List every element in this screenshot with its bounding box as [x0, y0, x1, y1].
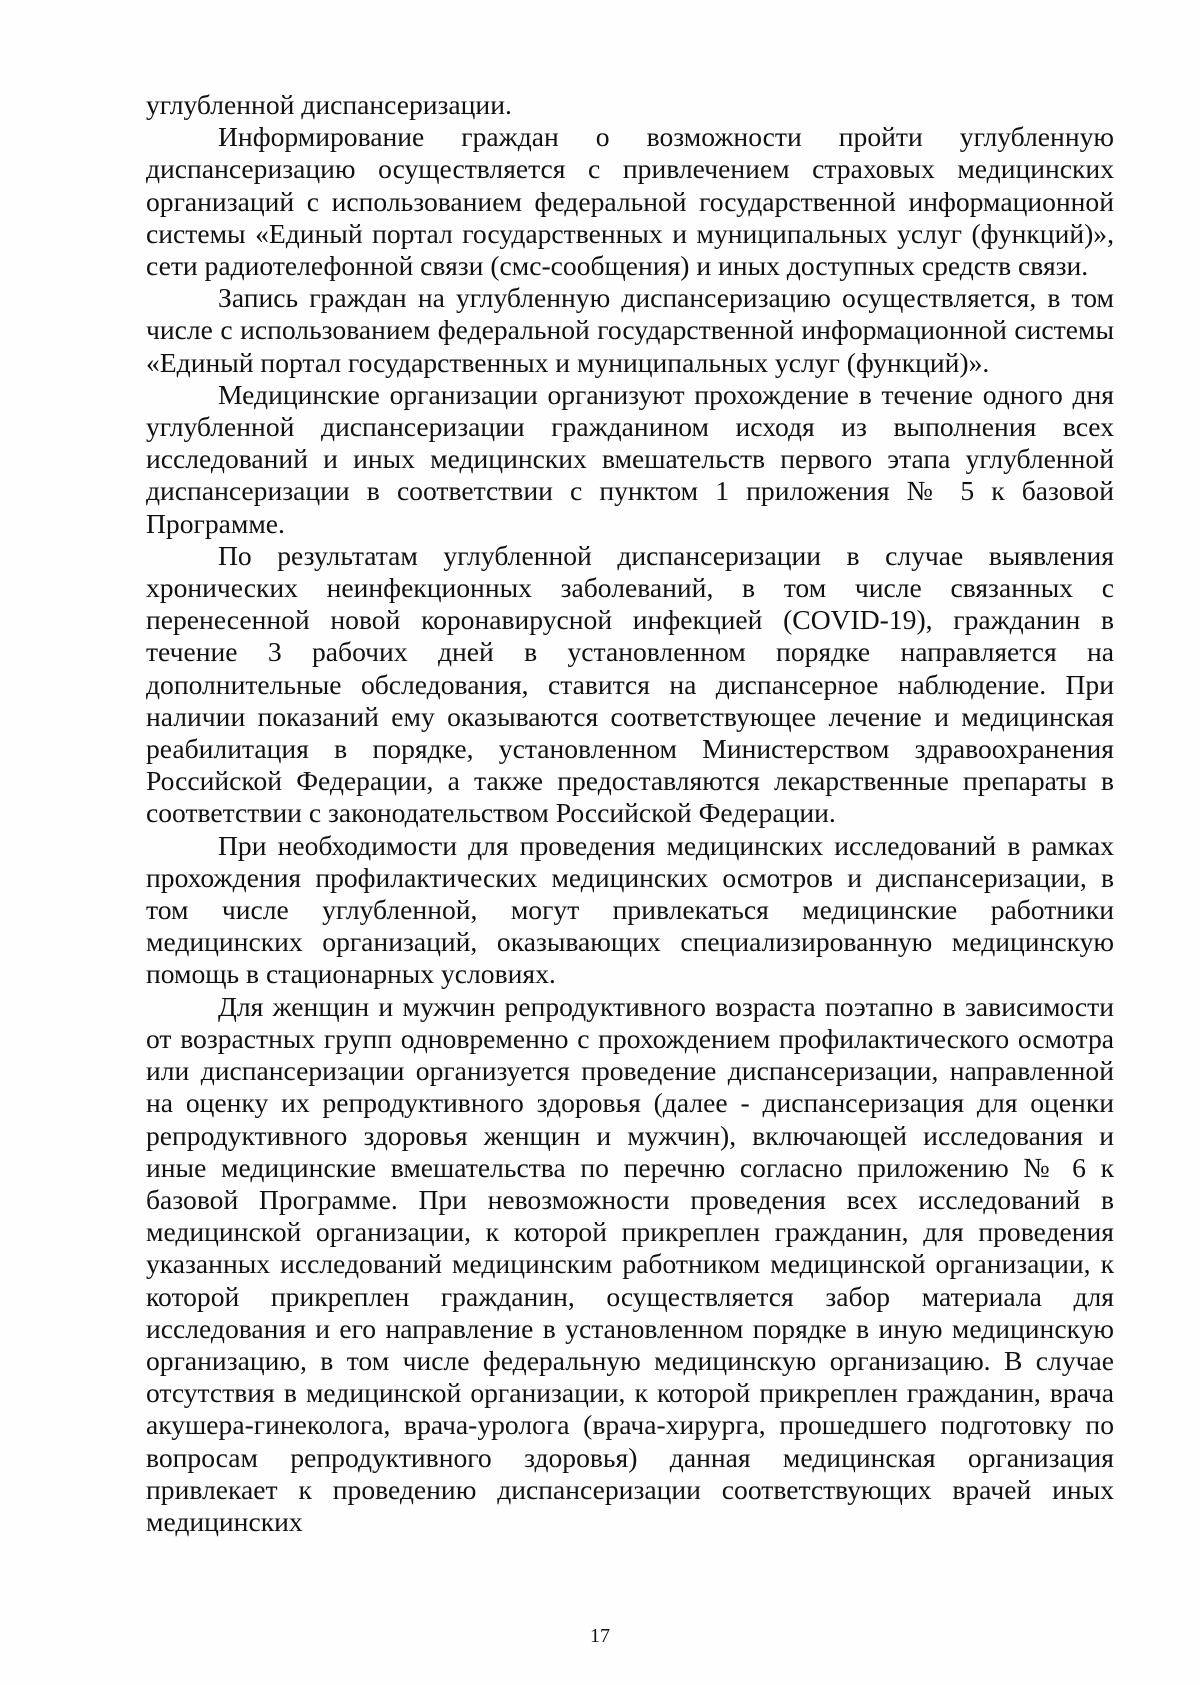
paragraph-informing: Информирование граждан о возможности пройти углубленную диспансеризацию осуществляется с привлечением страховых медицинских организаций с использованием федеральной государственной информационной системы «Единый портал государственных и муниципальных услуг (функций)», сети радиотелефонной связи (смс-сообщения) и иных доступных средств связи.	[146, 121, 1114, 282]
paragraph-registration: Запись граждан на углубленную диспансеризацию осуществляется, в том числе с использованием федеральной государственной информационной системы «Единый портал государственных и муниципальных услуг (функций)».	[146, 282, 1114, 378]
document-body	[146, 89, 1114, 1538]
paragraph-results: По результатам углубленной диспансеризации в случае выявления хронических неинфекционных заболеваний, в том числе связанных с перенесенной новой коронавирусной инфекцией (COVID-19), гражданин в течение 3 рабочих дней в установленном порядке направляется на дополнительные обследования, ставится на диспансерное наблюдение. При наличии показаний ему оказываются соответствующее лечение и медицинская реабилитация в порядке, установленном Министерством здравоохранения Российской Федерации, а также предоставляются лекарственные препараты в соответствии с законодательством Российской Федерации.	[146, 539, 1114, 829]
paragraph-necessity: При необходимости для проведения медицинских исследований в рамках прохождения профилактических медицинских осмотров и диспансеризации, в том числе углубленной, могут привлекаться медицинские работники медицинских организаций, оказывающих специализированную медицинскую помощь в стационарных условиях.	[146, 829, 1114, 990]
page-number: 17	[590, 1625, 610, 1647]
paragraph-continuation: углубленной диспансеризации.	[146, 89, 512, 120]
paragraph-medical-organizations: Медицинские организации организуют прохождение в течение одного дня углубленной диспансеризации гражданином исходя из выполнения всех исследований и иных медицинских вмешательств первого этапа углубленной диспансеризации в соответствии с пунктом 1 приложения № 5 к базовой Программе.	[146, 378, 1114, 539]
paragraph-reproductive: Для женщин и мужчин репродуктивного возраста поэтапно в зависимости от возрастных групп одновременно с прохождением профилактического осмотра или диспансеризации организуется проведение диспансеризации, направленной на оценку их репродуктивного здоровья (далее - диспансеризация для оценки репродуктивного здоровья женщин и мужчин), включающей исследования и иные медицинские вмешательства по перечню согласно приложению № 6 к базовой Программе. При невозможности проведения всех исследований в медицинской организации, к которой прикреплен гражданин, для проведения указанных исследований медицинским работником медицинской организации, к которой прикреплен гражданин, осуществляется забор материала для исследования и его направление в установленном порядке в иную медицинскую организацию, в том числе федеральную медицинскую организацию. В случае отсутствия в медицинской организации, к которой прикреплен гражданин, врача акушера-гинеколога, врача-уролога (врача-хирурга, прошедшего подготовку по вопросам репродуктивного здоровья) данная медицинская организация привлекает к проведению диспансеризации соответствующих врачей иных медицинских	[146, 990, 1114, 1537]
